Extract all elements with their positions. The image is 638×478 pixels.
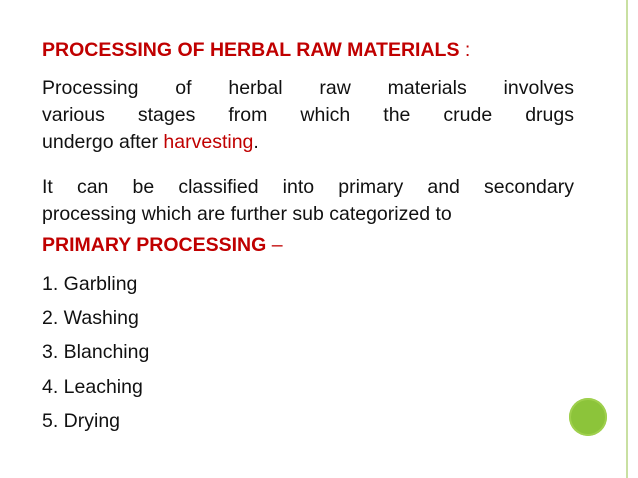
primary-processing-dash: – xyxy=(266,234,283,256)
slide-title-text: PROCESSING OF HERBAL RAW MATERIALS xyxy=(42,39,460,61)
processing-steps-list xyxy=(42,271,149,442)
list-item: 5. Drying xyxy=(42,409,121,432)
intro-line-3-end: . xyxy=(253,131,259,153)
slide-title-colon: : xyxy=(459,39,471,61)
intro-line-2: various stages from which the crude drugs xyxy=(42,104,574,126)
intro-line-1: Processing of herbal raw materials involves xyxy=(42,77,574,99)
classification-line-1: It can be classified into primary and secondary xyxy=(42,176,574,198)
intro-paragraph xyxy=(42,75,574,156)
intro-line-3-start: undergo after xyxy=(42,131,164,153)
green-circle-decoration xyxy=(569,398,607,436)
list-item: 1. Garbling xyxy=(42,273,138,295)
primary-processing-label: PRIMARY PROCESSING xyxy=(42,234,267,256)
primary-processing-heading xyxy=(42,232,283,259)
classification-paragraph xyxy=(42,174,574,228)
list-item: 3. Blanching xyxy=(42,341,150,364)
classification-line-2: processing which are further sub categorized to xyxy=(42,203,452,225)
intro-line-3 xyxy=(42,129,574,156)
right-edge-rule xyxy=(626,0,628,478)
slide-title xyxy=(42,38,602,62)
list-item: 4. Leaching xyxy=(42,375,143,398)
harvesting-highlight: harvesting xyxy=(163,131,254,153)
list-item: 2. Washing xyxy=(42,307,139,330)
